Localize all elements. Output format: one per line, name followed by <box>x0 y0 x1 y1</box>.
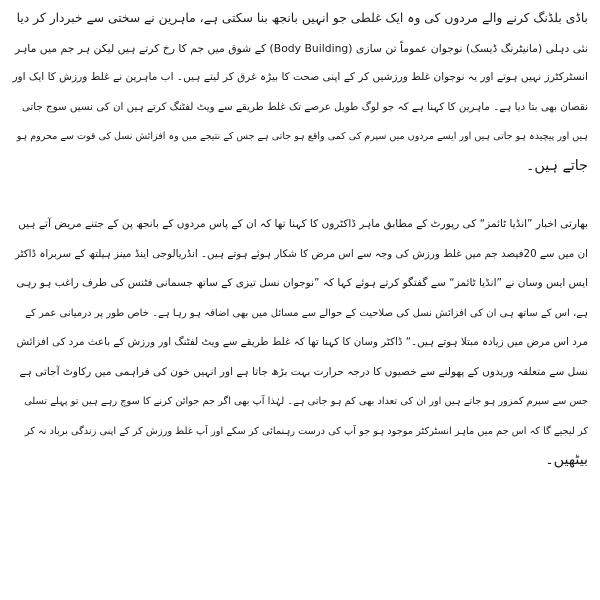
headline-line: باڈی بلڈنگ کرنے والے مردوں کی وہ ایک غلطی جو انہیں بانجھ بنا سکتی ہے، ماہرین نے سختی سے خبردار کر دیا <box>16 11 588 25</box>
text-line: کر لیجیے گا کہ اس جم میں ماہر انسٹرکٹر موجود ہو جو آپ کی درست رہنمائی کر سکے اور آپ غلط ورزش کر کے اپنی زندگی برباد نہ کر <box>24 425 588 437</box>
text-line: ان میں سے 20فیصد جم میں غلط ورزش کی وجہ سے اس مرض کا شکار ہوئے ہوتے ہیں۔ انڈریالوجی اینڈ مینز ہیلتھ کے سربراہ ڈاکٹر <box>14 247 588 260</box>
text-line: بیٹھیں۔ <box>545 452 588 468</box>
news-article <box>12 4 588 476</box>
text-line: بھارتی اخبار ”انڈیا ٹائمز“ کی رپورٹ کے مطابق ماہر ڈاکٹروں کا کہنا تھا کہ ان کے پاس مردوں کے بانجھ پن کے جتنے مریض آتے ہیں <box>18 218 588 230</box>
text-line: انسٹرکٹرز نہیں ہوتے اور یہ نوجوان غلط ورزشیں کر کے اپنی صحت کا بیڑہ غرق کر لیتے ہیں۔ اب ماہرین نے غلط ورزش کا ایک اور <box>12 71 588 83</box>
text-line: نقصان بھی بتا دیا ہے۔ ماہرین کا کہنا ہے کہ جو لوگ طویل عرصے تک غلط طریقے سے ویٹ لفٹنگ کرتے ہیں ان کی نسیں سوج جاتی <box>21 100 588 113</box>
text-line: نئی دہلی (مانیٹرنگ ڈیسک) نوجوان عموماً تن سازی (Body Building) کے شوق میں جم کا رخ کرتے ہیں لیکن ہر جم میں ماہر <box>15 41 588 55</box>
article-paragraph-report <box>12 210 588 476</box>
article-paragraph-intro <box>12 4 588 181</box>
text-line: جس سے سپرم کمزور ہو جاتے ہیں اور ان کی تعداد بھی کم ہو جاتی ہے۔ لہٰذا آپ بھی اگر جم جوائن کرنے کا سوچ رہے ہیں تو پہلے تسلی <box>24 396 588 407</box>
text-line: جاتے ہیں۔ <box>525 157 588 174</box>
text-line: نسل سے متعلقہ وریدوں کے پھولنے سے خصیوں کا درجہ حرارت بہت بڑھ جاتا ہے اور انہیں خون کی فراہمی میں رکاوٹ آجاتی ہے <box>19 365 588 378</box>
text-line: مرد اس مرض میں زیادہ مبتلا ہوتے ہیں۔“ ڈاکٹر وسان کا کہنا تھا کہ غلط طریقے سے ویٹ لفٹنگ اور ورزش کے باعث مرد کی افزائش <box>16 336 588 348</box>
text-line: ایس ایس وسان نے ”انڈیا ٹائمز“ سے گفتگو کرتے ہوئے کہا کہ ”نوجوان نسل تیزی کے ساتھ جسمانی فٹنس کی طرف راغب ہو رہی <box>16 277 588 289</box>
text-line: ہے، اس کے ساتھ ہی ان کی افزائش نسل کی صلاحیت کے حوالے سے مسائل میں بھی اضافہ ہو رہا ہے۔ خاص طور پر درمیانی عمر کے <box>25 307 588 319</box>
text-line: ہیں اور پیچیدہ ہو جاتی ہیں اور ایسے مردوں میں سپرم کی کمی واقع ہو جاتی ہے جس کے نتیجے میں وہ افزائش نسل کی قوت سے محروم ہو <box>16 131 588 142</box>
